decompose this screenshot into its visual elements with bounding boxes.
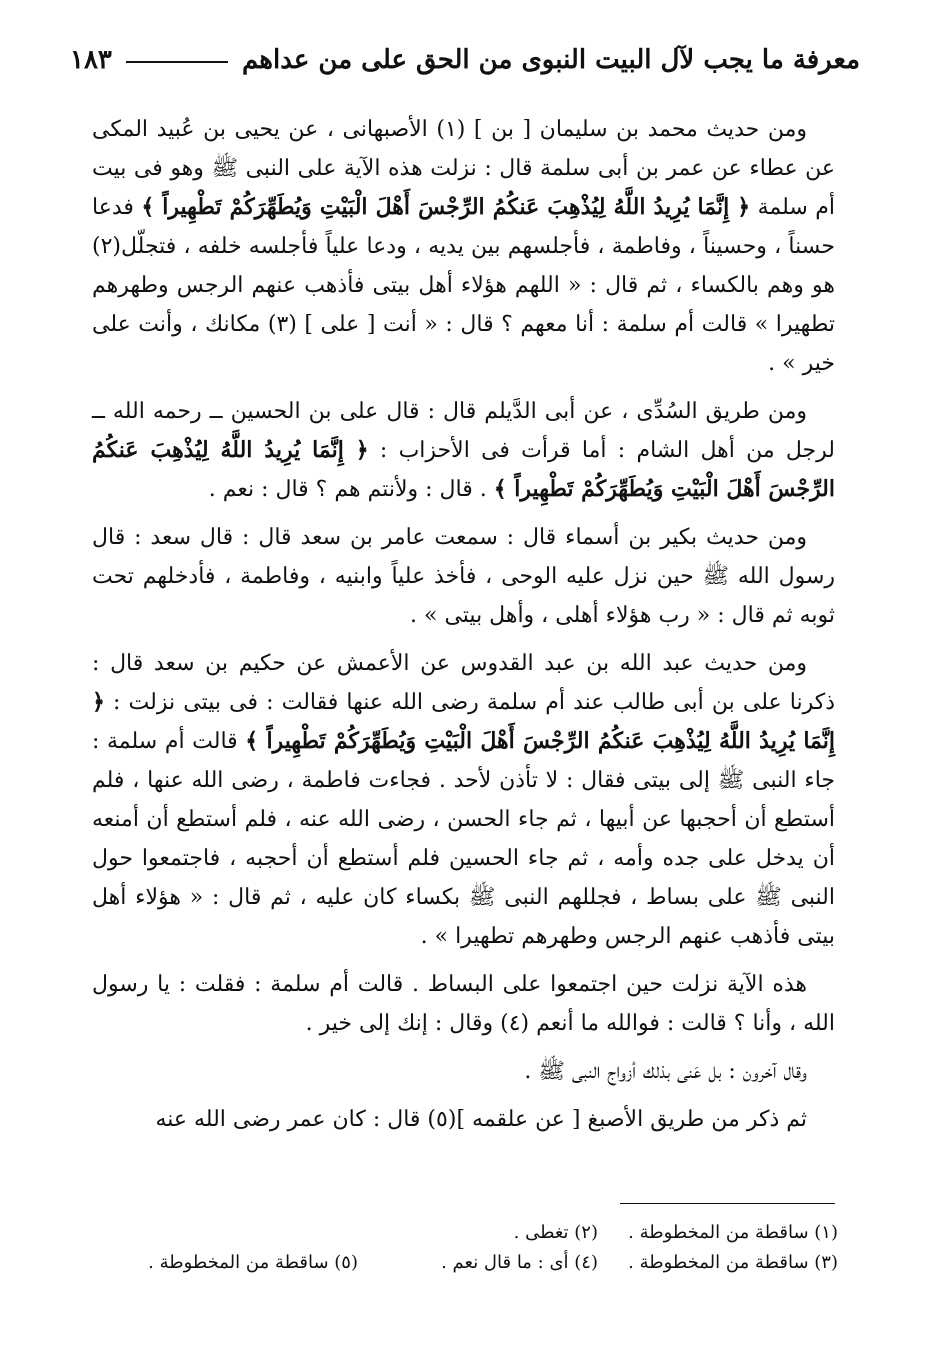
footnotes xyxy=(92,1218,838,1278)
header-rule xyxy=(126,61,228,63)
footnote-divider xyxy=(620,1203,835,1204)
footnote-row xyxy=(92,1218,838,1248)
paragraph xyxy=(92,518,835,635)
paragraph-text: قالت أم سلمة : جاء النبى ﷺ إلى بيتى فقال : لا تأذن لأحد . فجاءت فاطمة ، رضى الله عنها ، فلم أستطع أن أحجبها عن أبيها ، ثم جاء الحسن ، رضى الله عنه ، فلم أستطع أن أمنعه أن يدخل على جده وأمه ، ثم جاء الحسين فلم أستطع أن أحجبه ، فاجتمعوا حول النبى ﷺ على بساط ، فجللهم النبى ﷺ بكساء كان عليه ، ثم قال : « هؤلاء أهل بيتى فأذهب عنهم الرجس وطهرهم تطهيرا » . xyxy=(92,729,835,949)
quran-verse: ﴿ إِنَّمَا يُرِيدُ اللَّهُ لِيُذْهِبَ عَنكُمُ الرِّجْسَ أَهْلَ الْبَيْتِ وَيُطَهِّرَكُمْ تَطْهِيراً ﴾ xyxy=(141,194,751,220)
body-text xyxy=(92,110,835,1148)
paragraph xyxy=(92,965,835,1043)
paragraph-text: ومن طريق السُدِّى ، عن أبى الدَّيلم قال : قال على بن الحسين ــ رحمه الله ــ لرجل من أهل الشام : أما قرأت فى الأحزاب : xyxy=(92,399,835,463)
quran-verse: ﴿ إِنَّمَا يُرِيدُ اللَّهُ لِيُذْهِبَ عَنكُمُ الرِّجْسَ أَهْلَ الْبَيْتِ وَيُطَهِّرَكُمْ تَطْهِيراً ﴾ xyxy=(92,689,836,754)
paragraph xyxy=(92,392,835,509)
paragraph xyxy=(92,1052,835,1091)
header-title: معرفة ما يجب لآل البيت النبوى من الحق على من عداهم xyxy=(241,45,860,75)
footnote: (٢) تغطى . xyxy=(513,1222,598,1243)
paragraph-text: وقال آخرون : بل عَنى بذلك أزواج النبى ﷺ . xyxy=(524,1059,807,1084)
paragraph-text: ثم ذكر من طريق الأصبغ [ عن علقمه ](٥) قال : كان عمر رضى الله عنه xyxy=(155,1107,807,1132)
paragraph xyxy=(92,1100,835,1139)
page-number: ١٨٣ xyxy=(70,45,112,75)
footnote: (٤) أى : ما قال نعم . xyxy=(441,1252,598,1273)
paragraph-text: . قال : ولأنتم هم ؟ قال : نعم . xyxy=(208,477,494,502)
paragraph-text: ومن حديث محمد بن سليمان [ بن ] (١) الأصبهانى ، عن يحيى بن عُبيد المكى عن عطاء عن عمر بن أبى سلمة قال : نزلت هذه الآية على النبى ﷺ وهو فى بيت أم سلمة xyxy=(92,117,835,220)
footnote: (٣) ساقطة من المخطوطة . xyxy=(628,1252,838,1273)
paragraph xyxy=(92,110,835,383)
paragraph-text: ومن حديث عبد الله بن عبد القدوس عن الأعمش عن حكيم بن سعد قال : ذكرنا على بن أبى طالب عند أم سلمة رضى الله عنها فقالت : فى بيتى نزلت : xyxy=(92,651,835,715)
paragraph-text: فدعا حسناً ، وحسيناً ، وفاطمة ، فأجلسهم بين يديه ، ودعا علياً فأجلسه خلفه ، فتجلّل(٢) هو وهم بالكساء ، ثم قال : « اللهم هؤلاء أهل بيتى فأذهب عنهم الرجس وطهرهم تطهيرا » قالت أم سلمة : أنا معهم ؟ قال : « أنت [ على ] (٣) مكانك ، وأنت على خير » . xyxy=(92,195,835,376)
footnote: (١) ساقطة من المخطوطة . xyxy=(628,1222,838,1243)
paragraph-text: هذه الآية نزلت حين اجتمعوا على البساط . قالت أم سلمة : فقلت : يا رسول الله ، وأنا ؟ قالت : فوالله ما أنعم (٤) وقال : إنك إلى خير . xyxy=(92,972,835,1036)
quran-verse: ﴿ إِنَّمَا يُرِيدُ اللَّهُ لِيُذْهِبَ عَنكُمُ الرِّجْسَ أَهْلَ الْبَيْتِ وَيُطَهِّرَكُمْ تَطْهِيراً ﴾ xyxy=(92,437,835,502)
footnote-row xyxy=(92,1248,838,1278)
paragraph xyxy=(92,644,835,956)
paragraph-text: ومن حديث بكير بن أسماء قال : سمعت عامر بن سعد قال : قال سعد : قال رسول الله ﷺ حين نزل عليه الوحى ، فأخذ علياً وابنيه ، وفاطمة ، فأدخلهم تحت ثوبه ثم قال : « رب هؤلاء أهلى ، وأهل بيتى » . xyxy=(92,525,835,628)
running-header xyxy=(70,40,860,80)
footnote: (٥) ساقطة من المخطوطة . xyxy=(148,1252,358,1273)
